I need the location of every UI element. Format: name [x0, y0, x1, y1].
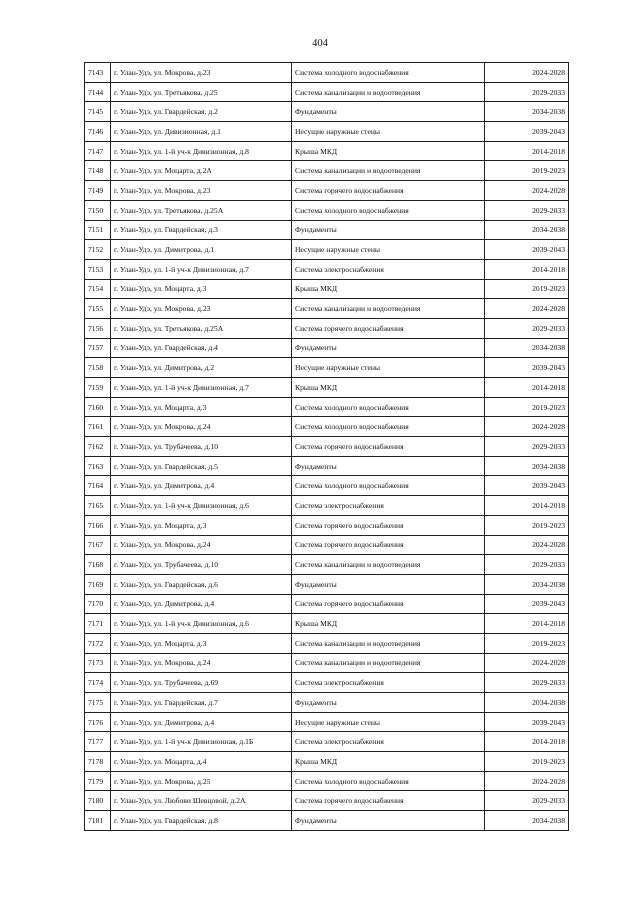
row-number-cell: 7179: [85, 771, 111, 791]
row-number-cell: 7171: [85, 614, 111, 634]
system-cell: Фундаменты: [292, 220, 485, 240]
system-cell: Фундаменты: [292, 693, 485, 713]
period-cell: 2019-2023: [485, 752, 569, 772]
period-cell: 2019-2023: [485, 397, 569, 417]
address-cell: г. Улан-Удэ, ул. Третьякова, д.25А: [111, 200, 292, 220]
table-row: [85, 791, 569, 811]
table-row: [85, 279, 569, 299]
address-cell: г. Улан-Удэ, ул. 1-й уч-к Дивизионная, д.6: [111, 614, 292, 634]
table-row: [85, 181, 569, 201]
system-cell: Крыша МКД: [292, 279, 485, 299]
table-row: [85, 122, 569, 142]
table-row: [85, 220, 569, 240]
address-cell: г. Улан-Удэ, ул. Мокрова, д.24: [111, 535, 292, 555]
row-number-cell: 7158: [85, 358, 111, 378]
table-row: [85, 614, 569, 634]
system-cell: Система горячего водоснабжения: [292, 318, 485, 338]
table-row: [85, 299, 569, 319]
period-cell: 2034-2038: [485, 220, 569, 240]
period-cell: 2019-2023: [485, 633, 569, 653]
row-number-cell: 7178: [85, 752, 111, 772]
period-cell: 2024-2028: [485, 771, 569, 791]
row-number-cell: 7148: [85, 161, 111, 181]
period-cell: 2019-2023: [485, 279, 569, 299]
system-cell: Система горячего водоснабжения: [292, 594, 485, 614]
address-cell: г. Улан-Удэ, ул. Димитрова, д.4: [111, 594, 292, 614]
table-row: [85, 673, 569, 693]
row-number-cell: 7152: [85, 240, 111, 260]
row-number-cell: 7146: [85, 122, 111, 142]
system-cell: Система электроснабжения: [292, 259, 485, 279]
table-row: [85, 515, 569, 535]
table-row: [85, 456, 569, 476]
table-row: [85, 633, 569, 653]
row-number-cell: 7149: [85, 181, 111, 201]
period-cell: 2034-2038: [485, 811, 569, 831]
address-cell: г. Улан-Удэ, ул. Трубачеева, д.10: [111, 555, 292, 575]
table-row: [85, 417, 569, 437]
period-cell: 2024-2028: [485, 299, 569, 319]
address-cell: г. Улан-Удэ, ул. Гвардейская, д.7: [111, 693, 292, 713]
table-row: [85, 63, 569, 83]
address-cell: г. Улан-Удэ, ул. Мокрова, д.24: [111, 417, 292, 437]
row-number-cell: 7165: [85, 496, 111, 516]
table-row: [85, 594, 569, 614]
address-cell: г. Улан-Удэ, ул. Мокрова, д.23: [111, 63, 292, 83]
row-number-cell: 7150: [85, 200, 111, 220]
row-number-cell: 7154: [85, 279, 111, 299]
system-cell: Система канализации и водоотведения: [292, 82, 485, 102]
table-row: [85, 693, 569, 713]
address-cell: г. Улан-Удэ, ул. 1-й уч-к Дивизионная, д.6: [111, 496, 292, 516]
system-cell: Крыша МКД: [292, 614, 485, 634]
address-cell: г. Улан-Удэ, ул. Мокрова, д.24: [111, 653, 292, 673]
period-cell: 2014-2018: [485, 141, 569, 161]
address-cell: г. Улан-Удэ, ул. Гвардейская, д.3: [111, 220, 292, 240]
row-number-cell: 7177: [85, 732, 111, 752]
row-number-cell: 7144: [85, 82, 111, 102]
period-cell: 2039-2043: [485, 712, 569, 732]
system-cell: Система горячего водоснабжения: [292, 535, 485, 555]
row-number-cell: 7159: [85, 378, 111, 398]
address-cell: г. Улан-Удэ, ул. Димитрова, д.2: [111, 358, 292, 378]
system-cell: Система канализации и водоотведения: [292, 653, 485, 673]
table-row: [85, 496, 569, 516]
period-cell: 2034-2038: [485, 693, 569, 713]
period-cell: 2029-2033: [485, 555, 569, 575]
row-number-cell: 7155: [85, 299, 111, 319]
period-cell: 2014-2018: [485, 259, 569, 279]
row-number-cell: 7162: [85, 437, 111, 457]
period-cell: 2019-2023: [485, 161, 569, 181]
address-cell: г. Улан-Удэ, ул. 1-й уч-к Дивизионная, д.8: [111, 141, 292, 161]
address-cell: г. Улан-Удэ, ул. Трубачеева, д.10: [111, 437, 292, 457]
row-number-cell: 7176: [85, 712, 111, 732]
address-cell: г. Улан-Удэ, ул. Трубачеева, д.69: [111, 673, 292, 693]
period-cell: 2024-2028: [485, 181, 569, 201]
period-cell: 2029-2033: [485, 437, 569, 457]
system-cell: Система канализации и водоотведения: [292, 555, 485, 575]
period-cell: 2029-2033: [485, 82, 569, 102]
address-cell: г. Улан-Удэ, ул. Моцарта, д.3: [111, 397, 292, 417]
table-row: [85, 338, 569, 358]
table-row: [85, 161, 569, 181]
address-cell: г. Улан-Удэ, ул. 1-й уч-к Дивизионная, д.7: [111, 259, 292, 279]
address-cell: г. Улан-Удэ, ул. Гвардейская, д.8: [111, 811, 292, 831]
table-row: [85, 653, 569, 673]
table-row: [85, 397, 569, 417]
page-number: 404: [312, 38, 328, 49]
address-cell: г. Улан-Удэ, ул. Моцарта, д.3: [111, 279, 292, 299]
row-number-cell: 7153: [85, 259, 111, 279]
address-cell: г. Улан-Удэ, ул. Третьякова, д.25: [111, 82, 292, 102]
table-row: [85, 574, 569, 594]
period-cell: 2029-2033: [485, 200, 569, 220]
row-number-cell: 7174: [85, 673, 111, 693]
table-row: [85, 555, 569, 575]
period-cell: 2024-2028: [485, 653, 569, 673]
period-cell: 2014-2018: [485, 732, 569, 752]
address-cell: г. Улан-Удэ, ул. Третьякова, д.25А: [111, 318, 292, 338]
system-cell: Система канализации и водоотведения: [292, 161, 485, 181]
table-row: [85, 437, 569, 457]
address-cell: г. Улан-Удэ, ул. Любови Шевцовой, д.2А: [111, 791, 292, 811]
system-cell: Крыша МКД: [292, 752, 485, 772]
system-cell: Система холодного водоснабжения: [292, 476, 485, 496]
row-number-cell: 7164: [85, 476, 111, 496]
table-row: [85, 358, 569, 378]
row-number-cell: 7175: [85, 693, 111, 713]
period-cell: 2034-2038: [485, 456, 569, 476]
address-cell: г. Улан-Удэ, ул. Мокрова, д.23: [111, 299, 292, 319]
address-cell: г. Улан-Удэ, ул. Мокрова, д.23: [111, 181, 292, 201]
row-number-cell: 7170: [85, 594, 111, 614]
address-cell: г. Улан-Удэ, ул. Моцарта, д.2А: [111, 161, 292, 181]
period-cell: 2014-2018: [485, 614, 569, 634]
row-number-cell: 7157: [85, 338, 111, 358]
table-row: [85, 102, 569, 122]
table-body: [85, 63, 569, 831]
system-cell: Система холодного водоснабжения: [292, 200, 485, 220]
table-row: [85, 378, 569, 398]
system-cell: Фундаменты: [292, 338, 485, 358]
row-number-cell: 7163: [85, 456, 111, 476]
address-cell: г. Улан-Удэ, ул. 1-й уч-к Дивизионная, д.7: [111, 378, 292, 398]
system-cell: Фундаменты: [292, 456, 485, 476]
period-cell: 2014-2018: [485, 496, 569, 516]
address-cell: г. Улан-Удэ, ул. Дивизионная, д.1: [111, 122, 292, 142]
period-cell: 2039-2043: [485, 240, 569, 260]
period-cell: 2034-2038: [485, 102, 569, 122]
address-cell: г. Улан-Удэ, ул. Гвардейская, д.2: [111, 102, 292, 122]
row-number-cell: 7156: [85, 318, 111, 338]
row-number-cell: 7167: [85, 535, 111, 555]
row-number-cell: 7168: [85, 555, 111, 575]
system-cell: Система холодного водоснабжения: [292, 397, 485, 417]
system-cell: Система электроснабжения: [292, 673, 485, 693]
period-cell: 2039-2043: [485, 594, 569, 614]
period-cell: 2039-2043: [485, 358, 569, 378]
row-number-cell: 7173: [85, 653, 111, 673]
table-row: [85, 141, 569, 161]
address-cell: г. Улан-Удэ, ул. Моцарта, д.3: [111, 633, 292, 653]
system-cell: Несущие наружные стены: [292, 712, 485, 732]
period-cell: 2034-2038: [485, 338, 569, 358]
system-cell: Фундаменты: [292, 811, 485, 831]
table-row: [85, 200, 569, 220]
row-number-cell: 7181: [85, 811, 111, 831]
system-cell: Система горячего водоснабжения: [292, 515, 485, 535]
table-row: [85, 732, 569, 752]
repair-schedule-table: [84, 62, 569, 831]
system-cell: Система горячего водоснабжения: [292, 791, 485, 811]
address-cell: г. Улан-Удэ, ул. Димитрова, д.1: [111, 240, 292, 260]
period-cell: 2039-2043: [485, 122, 569, 142]
system-cell: Фундаменты: [292, 574, 485, 594]
table-row: [85, 476, 569, 496]
system-cell: Фундаменты: [292, 102, 485, 122]
address-cell: г. Улан-Удэ, ул. Мокрова, д.25: [111, 771, 292, 791]
period-cell: 2029-2033: [485, 318, 569, 338]
row-number-cell: 7145: [85, 102, 111, 122]
row-number-cell: 7169: [85, 574, 111, 594]
system-cell: Система электроснабжения: [292, 496, 485, 516]
table-row: [85, 318, 569, 338]
system-cell: Система холодного водоснабжения: [292, 63, 485, 83]
address-cell: г. Улан-Удэ, ул. Гвардейская, д.4: [111, 338, 292, 358]
table-row: [85, 535, 569, 555]
address-cell: г. Улан-Удэ, ул. Моцарта, д.3: [111, 515, 292, 535]
period-cell: 2024-2028: [485, 535, 569, 555]
period-cell: 2024-2028: [485, 63, 569, 83]
period-cell: 2019-2023: [485, 515, 569, 535]
system-cell: Несущие наружные стены: [292, 122, 485, 142]
system-cell: Система горячего водоснабжения: [292, 437, 485, 457]
system-cell: Система холодного водоснабжения: [292, 417, 485, 437]
address-cell: г. Улан-Удэ, ул. Димитрова, д.4: [111, 476, 292, 496]
address-cell: г. Улан-Удэ, ул. Гвардейская, д.6: [111, 574, 292, 594]
period-cell: 2024-2028: [485, 417, 569, 437]
system-cell: Несущие наружные стены: [292, 240, 485, 260]
system-cell: Крыша МКД: [292, 378, 485, 398]
table-row: [85, 82, 569, 102]
table-row: [85, 752, 569, 772]
address-cell: г. Улан-Удэ, ул. 1-й уч-к Дивизионная, д.1Б: [111, 732, 292, 752]
period-cell: 2039-2043: [485, 476, 569, 496]
address-cell: г. Улан-Удэ, ул. Гвардейская, д.5: [111, 456, 292, 476]
row-number-cell: 7180: [85, 791, 111, 811]
system-cell: Крыша МКД: [292, 141, 485, 161]
table-row: [85, 771, 569, 791]
table-row: [85, 811, 569, 831]
row-number-cell: 7143: [85, 63, 111, 83]
row-number-cell: 7147: [85, 141, 111, 161]
row-number-cell: 7166: [85, 515, 111, 535]
period-cell: 2014-2018: [485, 378, 569, 398]
row-number-cell: 7151: [85, 220, 111, 240]
table-row: [85, 240, 569, 260]
system-cell: Система горячего водоснабжения: [292, 181, 485, 201]
system-cell: Система канализации и водоотведения: [292, 633, 485, 653]
row-number-cell: 7160: [85, 397, 111, 417]
table-row: [85, 259, 569, 279]
table-row: [85, 712, 569, 732]
row-number-cell: 7172: [85, 633, 111, 653]
period-cell: 2034-2038: [485, 574, 569, 594]
system-cell: Несущие наружные стены: [292, 358, 485, 378]
address-cell: г. Улан-Удэ, ул. Моцарта, д.4: [111, 752, 292, 772]
system-cell: Система канализации и водоотведения: [292, 299, 485, 319]
period-cell: 2029-2033: [485, 673, 569, 693]
period-cell: 2029-2033: [485, 791, 569, 811]
system-cell: Система электроснабжения: [292, 732, 485, 752]
row-number-cell: 7161: [85, 417, 111, 437]
system-cell: Система холодного водоснабжения: [292, 771, 485, 791]
address-cell: г. Улан-Удэ, ул. Димитрова, д.4: [111, 712, 292, 732]
